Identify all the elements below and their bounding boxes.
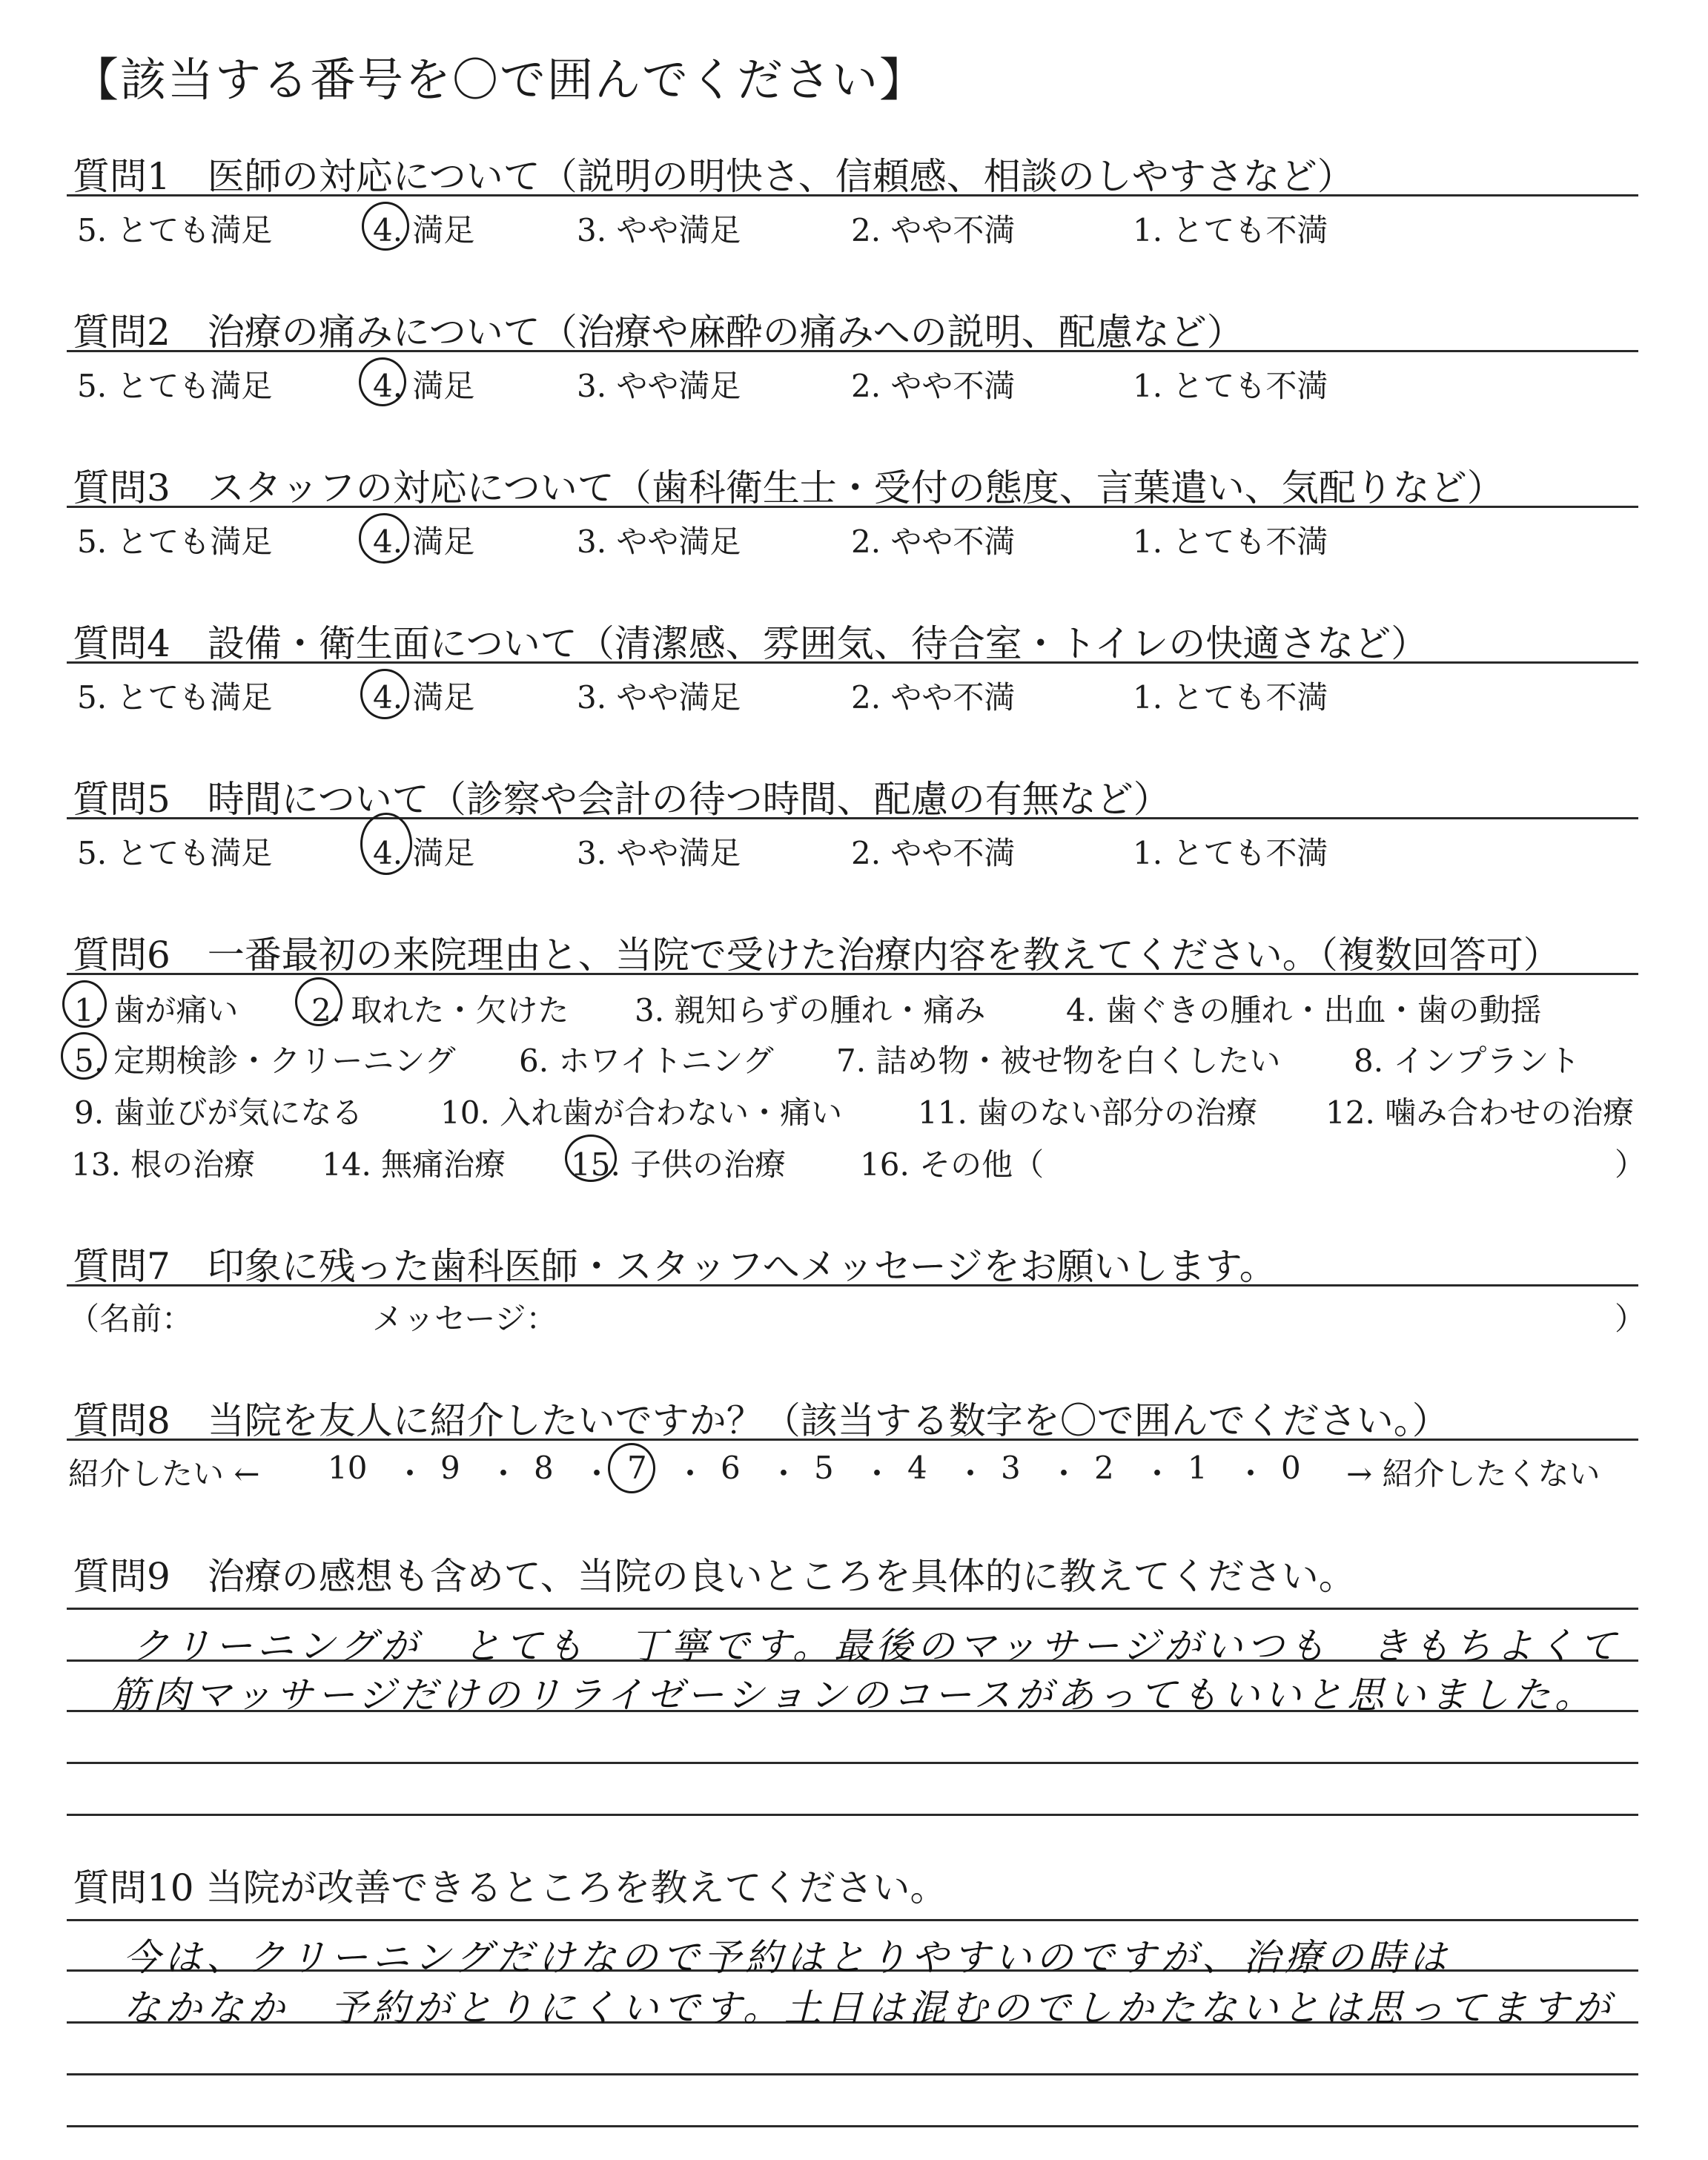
q8-scale-3[interactable]: 3 bbox=[1001, 1450, 1021, 1486]
question-9-label: 質問9 治療の感想も含めて、当院の良いところを具体的に教えてください。 bbox=[73, 1555, 1356, 1598]
q8-scale-6[interactable]: 6 bbox=[721, 1450, 741, 1486]
question-8-label: 質問8 当院を友人に紹介したいですか？（該当する数字を〇で囲んでください。） bbox=[73, 1399, 1449, 1442]
q2-option-1[interactable]: 1. とても不満 bbox=[1133, 368, 1328, 404]
q9-answer-rule-5 bbox=[67, 1814, 1638, 1816]
q3-option-3[interactable]: 3. やや満足 bbox=[577, 524, 741, 560]
q8-separator: ・ bbox=[1142, 1456, 1174, 1492]
q6-option-9[interactable]: 9. 歯並びが気になる bbox=[74, 1094, 363, 1131]
q8-separator: ・ bbox=[1235, 1456, 1267, 1492]
question-4-rule bbox=[67, 661, 1638, 664]
question-8-rule bbox=[67, 1439, 1638, 1441]
q5-option-3[interactable]: 3. やや満足 bbox=[577, 835, 741, 871]
q5-option-2[interactable]: 2. やや不満 bbox=[851, 835, 1016, 871]
q8-scale-5[interactable]: 5 bbox=[814, 1450, 834, 1486]
q10-handwritten-line-2: なかなか 予約がとりにくいです。土日は混むのでしかたないとは思ってますが bbox=[123, 1986, 1615, 2029]
q6-other-close-paren: ） bbox=[1615, 1146, 1646, 1183]
question-3-rule bbox=[67, 506, 1638, 508]
q6-option-16[interactable]: 16. その他（ bbox=[860, 1146, 1045, 1183]
q6-option-3[interactable]: 3. 親知らずの腫れ・痛み bbox=[635, 992, 986, 1028]
q2-option-5[interactable]: 5. とても満足 bbox=[77, 368, 273, 404]
q2-option-4[interactable]: 4. 満足 bbox=[373, 368, 475, 404]
q7-name-label: （名前： bbox=[68, 1301, 193, 1337]
q10-answer-rule-5 bbox=[67, 2125, 1638, 2127]
q1-option-4[interactable]: 4. 満足 bbox=[373, 212, 475, 248]
q3-option-2[interactable]: 2. やや不満 bbox=[851, 524, 1016, 560]
q8-left-label: 紹介したい ← bbox=[68, 1456, 260, 1492]
q8-scale-0[interactable]: 0 bbox=[1281, 1450, 1301, 1486]
q6-option-15[interactable]: 15. 子供の治療 bbox=[571, 1146, 787, 1183]
q8-separator: ・ bbox=[581, 1456, 613, 1492]
q1-option-3[interactable]: 3. やや満足 bbox=[577, 212, 741, 248]
q8-separator: ・ bbox=[768, 1456, 800, 1492]
q2-option-2[interactable]: 2. やや不満 bbox=[851, 368, 1016, 404]
q8-scale-7[interactable]: 7 bbox=[627, 1450, 647, 1486]
q8-scale-4[interactable]: 4 bbox=[907, 1450, 927, 1486]
q8-scale-10[interactable]: 10 bbox=[328, 1450, 368, 1486]
q7-close-paren: ） bbox=[1615, 1301, 1646, 1337]
q8-separator: ・ bbox=[394, 1456, 426, 1492]
q5-option-4[interactable]: 4. 満足 bbox=[373, 835, 475, 871]
q4-option-3[interactable]: 3. やや満足 bbox=[577, 679, 741, 716]
q6-option-8[interactable]: 8. インプラント bbox=[1354, 1043, 1580, 1079]
q8-scale-2[interactable]: 2 bbox=[1094, 1450, 1114, 1486]
question-1-label: 質問1 医師の対応について（説明の明快さ、信頼感、相談のしやすさなど） bbox=[73, 155, 1354, 198]
q6-option-1[interactable]: 1. 歯が痛い bbox=[74, 992, 239, 1028]
q8-scale-9[interactable]: 9 bbox=[440, 1450, 460, 1486]
q7-message-label: メッセージ： bbox=[372, 1301, 557, 1337]
q8-separator: ・ bbox=[861, 1456, 893, 1492]
q5-option-1[interactable]: 1. とても不満 bbox=[1133, 835, 1328, 871]
q8-scale-1[interactable]: 1 bbox=[1188, 1450, 1208, 1486]
q9-answer-rule-1 bbox=[67, 1608, 1638, 1610]
question-4-label: 質問4 設備・衛生面について（清潔感、雰囲気、待合室・トイレの快適さなど） bbox=[73, 622, 1429, 665]
question-6-rule bbox=[67, 973, 1638, 975]
q1-option-5[interactable]: 5. とても満足 bbox=[77, 212, 273, 248]
q10-answer-rule-1 bbox=[67, 1919, 1638, 1921]
q10-answer-rule-4 bbox=[67, 2073, 1638, 2075]
page-title: 【該当する番号を〇で囲んでください】 bbox=[73, 53, 927, 107]
question-2-label: 質問2 治療の痛みについて（治療や麻酔の痛みへの説明、配慮など） bbox=[73, 311, 1244, 354]
question-1-rule bbox=[67, 194, 1638, 196]
q9-answer-rule-4 bbox=[67, 1762, 1638, 1764]
q9-handwritten-line-2: 筋肉マッサージだけのリライゼーションのコースがあってもいいと思いました。 bbox=[111, 1674, 1596, 1717]
question-7-rule bbox=[67, 1284, 1638, 1287]
q6-option-4[interactable]: 4. 歯ぐきの腫れ・出血・歯の動揺 bbox=[1066, 992, 1542, 1028]
q8-separator: ・ bbox=[955, 1456, 987, 1492]
question-3-label: 質問3 スタッフの対応について（歯科衛生士・受付の態度、言葉遣い、気配りなど） bbox=[73, 466, 1504, 509]
q8-separator: ・ bbox=[1048, 1456, 1080, 1492]
q10-handwritten-line-1: 今は、クリーニングだけなので予約はとりやすいのですが、治療の時は bbox=[123, 1936, 1451, 1979]
q6-option-7[interactable]: 7. 詰め物・被せ物を白くしたい bbox=[836, 1043, 1281, 1079]
question-10-label: 質問10 当院が改善できるところを教えてください。 bbox=[73, 1866, 947, 1909]
q1-option-1[interactable]: 1. とても不満 bbox=[1133, 212, 1328, 248]
q9-handwritten-line-1: クリーニングが とても 丁寧です。最後のマッサージがいつも きもちよくて bbox=[132, 1625, 1621, 1668]
q6-option-6[interactable]: 6. ホワイトニング bbox=[519, 1043, 774, 1079]
q6-option-10[interactable]: 10. 入れ歯が合わない・痛い bbox=[440, 1094, 843, 1131]
q6-option-14[interactable]: 14. 無痛治療 bbox=[322, 1146, 506, 1183]
question-5-rule bbox=[67, 817, 1638, 819]
q6-option-13[interactable]: 13. 根の治療 bbox=[71, 1146, 256, 1183]
q4-option-4[interactable]: 4. 満足 bbox=[373, 679, 475, 716]
q3-option-4[interactable]: 4. 満足 bbox=[373, 524, 475, 560]
q8-separator: ・ bbox=[488, 1456, 520, 1492]
q2-option-3[interactable]: 3. やや満足 bbox=[577, 368, 741, 404]
q8-scale-8[interactable]: 8 bbox=[534, 1450, 554, 1486]
q6-option-2[interactable]: 2. 取れた・欠けた bbox=[311, 992, 569, 1028]
q1-option-2[interactable]: 2. やや不満 bbox=[851, 212, 1016, 248]
q3-option-1[interactable]: 1. とても不満 bbox=[1133, 524, 1328, 560]
q4-option-1[interactable]: 1. とても不満 bbox=[1133, 679, 1328, 716]
q8-right-label: → 紹介したくない bbox=[1346, 1456, 1601, 1492]
q6-option-12[interactable]: 12. 噛み合わせの治療 bbox=[1325, 1094, 1635, 1131]
q4-option-5[interactable]: 5. とても満足 bbox=[77, 679, 273, 716]
q6-option-5[interactable]: 5. 定期検診・クリーニング bbox=[74, 1043, 456, 1079]
q4-option-2[interactable]: 2. やや不満 bbox=[851, 679, 1016, 716]
question-7-label: 質問7 印象に残った歯科医師・スタッフへメッセージをお願いします。 bbox=[73, 1245, 1277, 1288]
question-6-label: 質問6 一番最初の来院理由と、当院で受けた治療内容を教えてください。（複数回答可） bbox=[73, 934, 1560, 977]
question-2-rule bbox=[67, 350, 1638, 352]
q3-option-5[interactable]: 5. とても満足 bbox=[77, 524, 273, 560]
q8-separator: ・ bbox=[675, 1456, 706, 1492]
q5-option-5[interactable]: 5. とても満足 bbox=[77, 835, 273, 871]
q6-option-11[interactable]: 11. 歯のない部分の治療 bbox=[918, 1094, 1258, 1131]
question-5-label: 質問5 時間について（診察や会計の待つ時間、配慮の有無など） bbox=[73, 778, 1171, 821]
